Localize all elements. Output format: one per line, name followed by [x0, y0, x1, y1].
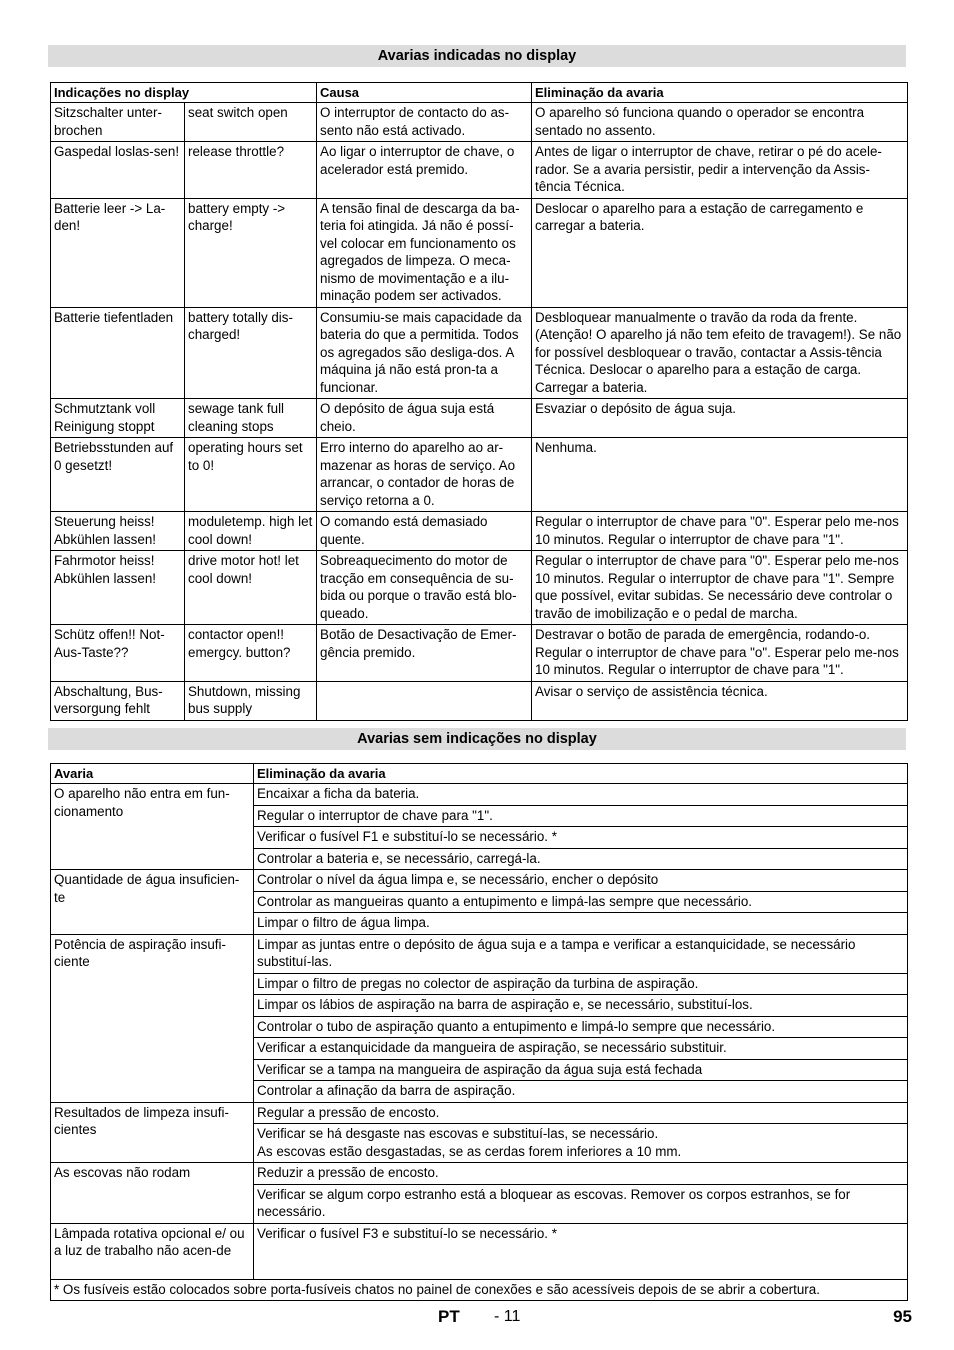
remedy-cell: Verificar se há desgaste nas escovas e substituí-las, se necessário. As escovas estão desgastadas, se as cerdas forem inferiores a 10 mm. [254, 1124, 908, 1163]
display-text-de: Steuerung heiss! Abkühlen lassen! [51, 512, 185, 551]
footnote-row [51, 1279, 908, 1301]
remedy-cell: Deslocar o aparelho para a estação de carregamento e carregar a bateria. [532, 198, 908, 307]
display-text-en: moduletemp. high let cool down! [185, 512, 317, 551]
remedy-cell: Verificar o fusível F1 e substituí-lo se necessário. * [254, 827, 908, 849]
cause-cell: O depósito de água suja está cheio. [317, 399, 532, 438]
fault-cell: Quantidade de água insuficien-te [51, 870, 254, 935]
display-text-de: Fahrmotor heiss! Abkühlen lassen! [51, 551, 185, 625]
remedy-cell: Nenhuma. [532, 438, 908, 512]
remedy-cell: Limpar o filtro de pregas no colector de aspiração da turbina de aspiração. [254, 973, 908, 995]
display-text-de: Schütz offen!! Not-Aus-Taste?? [51, 625, 185, 682]
remedy-cell: Verificar se algum corpo estranho está a bloquear as escovas. Remover os corpos estranhos, se for necessário. [254, 1184, 908, 1223]
footer-page-label: - 11 [494, 1308, 521, 1325]
remedy-cell: Antes de ligar o interruptor de chave, retirar o pé do acele-rador. Se a avaria persistir, pedir a intervenção da Assis-tência Técnica. [532, 142, 908, 199]
fault-cell: O aparelho não entra em fun-cionamento [51, 784, 254, 870]
display-text-en: drive motor hot! let cool down! [185, 551, 317, 625]
table-header-row [51, 764, 908, 784]
remedy-cell: Avisar o serviço de assistência técnica. [532, 681, 908, 720]
display-text-en: Shutdown, missing bus supply [185, 681, 317, 720]
cause-cell: Erro interno do aparelho ao ar-mazenar as horas de serviço. Ao arrancar, o contador de horas de serviço retorna a 0. [317, 438, 532, 512]
cause-cell: Ao ligar o interruptor de chave, o acelerador está premido. [317, 142, 532, 199]
cause-cell: Sobreaquecimento do motor de tracção em consequência de su-bida ou porque o travão está blo-queado. [317, 551, 532, 625]
cause-cell [317, 681, 532, 720]
table-row [51, 307, 908, 399]
remedy-cell: Verificar se a tampa na mangueira de aspiração da água suja está fechada [254, 1059, 908, 1081]
header-fault: Avaria [51, 764, 254, 784]
table-row [51, 103, 908, 142]
header-remedy: Eliminação da avaria [254, 764, 908, 784]
footnote: * Os fusíveis estão colocados sobre porta-fusíveis chatos no painel de conexões e são acessíveis depois de se abrir a cobertura. [51, 1279, 908, 1301]
display-text-en: seat switch open [185, 103, 317, 142]
display-text-en: battery empty -> charge! [185, 198, 317, 307]
table-row [51, 551, 908, 625]
fault-cell: Lâmpada rotativa opcional e/ ou a luz de trabalho não acen-de [51, 1223, 254, 1279]
remedy-cell: Regular o interruptor de chave para "1". [254, 805, 908, 827]
table-row [51, 399, 908, 438]
remedy-cell: Controlar a bateria e, se necessário, carregá-la. [254, 848, 908, 870]
table-row [51, 198, 908, 307]
cause-cell: Consumiu-se mais capacidade da bateria do que a permitida. Todos os agregados são desliga-dos. A máquina já não está pron-ta a funcionar. [317, 307, 532, 399]
remedy-cell: Verificar o fusível F3 e substituí-lo se necessário. * [254, 1223, 908, 1279]
remedy-cell: Controlar a afinação da barra de aspiração. [254, 1081, 908, 1103]
remedy-cell: Controlar o tubo de aspiração quanto a entupimento e limpá-lo sempre que necessário. [254, 1016, 908, 1038]
section-title-non-display-faults: Avarias sem indicações no display [48, 728, 906, 750]
table-row [51, 934, 908, 973]
display-text-en: contactor open!! emergcy. button? [185, 625, 317, 682]
display-text-de: Schmutztank voll Reinigung stoppt [51, 399, 185, 438]
display-text-de: Batterie leer -> La-den! [51, 198, 185, 307]
cause-cell: Botão de Desactivação de Emer-gência premido. [317, 625, 532, 682]
remedy-cell: Limpar os lábios de aspiração na barra de aspiração e, se necessário, substituí-los. [254, 995, 908, 1017]
display-faults-body [51, 103, 908, 721]
table-row [51, 625, 908, 682]
display-text-de: Gaspedal loslas-sen! [51, 142, 185, 199]
remedy-cell: Regular o interruptor de chave para "0". Esperar pelo me-nos 10 minutos. Regular o interruptor de chave para "1". Sempre que possível, evitar subidas. Se necessário deve controlar o travão de imobilização e o pedal de marcha. [532, 551, 908, 625]
remedy-cell: Limpar o filtro de água limpa. [254, 913, 908, 935]
remedy-cell: Encaixar a ficha da bateria. [254, 784, 908, 806]
remedy-cell: Verificar a estanquicidade da mangueira de aspiração, se necessário substituir. [254, 1038, 908, 1060]
footer-page-number: 95 [893, 1307, 912, 1326]
table-row [51, 1102, 908, 1124]
fault-cell: Resultados de limpeza insufi-cientes [51, 1102, 254, 1163]
section-title-display-faults: Avarias indicadas no display [48, 45, 906, 67]
display-text-en: release throttle? [185, 142, 317, 199]
header-cause: Causa [317, 83, 532, 103]
remedy-cell: O aparelho só funciona quando o operador se encontra sentado no assento. [532, 103, 908, 142]
display-text-de: Batterie tiefentladen [51, 307, 185, 399]
header-display-indications: Indicações no display [51, 83, 317, 103]
remedy-cell: Desbloquear manualmente o travão da roda da frente. (Atenção! O aparelho já não tem efeito de travagem!). Se não for possível desbloquear o travão, contactar a Assis-tência Técnica. Deslocar o aparelho para a estação de carga. Carregar a bateria. [532, 307, 908, 399]
fault-cell: As escovas não rodam [51, 1163, 254, 1224]
display-text-en: operating hours set to 0! [185, 438, 317, 512]
display-text-en: battery totally dis-charged! [185, 307, 317, 399]
display-text-de: Betriebsstunden auf 0 gesetzt! [51, 438, 185, 512]
non-display-faults-body [51, 784, 908, 1301]
remedy-cell: Reduzir a pressão de encosto. [254, 1163, 908, 1185]
remedy-cell: Regular a pressão de encosto. [254, 1102, 908, 1124]
table-row [51, 870, 908, 892]
cause-cell: O interruptor de contacto do as-sento não está activado. [317, 103, 532, 142]
non-display-faults-table [50, 763, 908, 1301]
table-row [51, 1163, 908, 1185]
remedy-cell: Esvaziar o depósito de água suja. [532, 399, 908, 438]
table-header-row [51, 83, 908, 103]
cause-cell: O comando está demasiado quente. [317, 512, 532, 551]
display-text-en: sewage tank full cleaning stops [185, 399, 317, 438]
remedy-cell: Destravar o botão de parada de emergência, rodando-o. Regular o interruptor de chave para "o". Esperar pelo me-nos 10 minutos. Regular o interruptor de chave para "1". [532, 625, 908, 682]
footer-language: PT [438, 1307, 460, 1326]
remedy-cell: Regular o interruptor de chave para "0". Esperar pelo me-nos 10 minutos. Regular o interruptor de chave para "1". [532, 512, 908, 551]
table-row [51, 512, 908, 551]
remedy-cell: Limpar as juntas entre o depósito de água suja e a tampa e verificar a estanquicidade, se necessário substituí-las. [254, 934, 908, 973]
remedy-cell: Controlar o nível da água limpa e, se necessário, encher o depósito [254, 870, 908, 892]
header-remedy: Eliminação da avaria [532, 83, 908, 103]
remedy-cell: Controlar as mangueiras quanto a entupimento e limpá-las sempre que necessário. [254, 891, 908, 913]
cause-cell: A tensão final de descarga da ba-teria foi atingida. Já não é possí-vel colocar em funcionamento os agregados de limpeza. O meca-nismo de movimentação e a ilu-minação podem ser activados. [317, 198, 532, 307]
display-text-de: Abschaltung, Bus-versorgung fehlt [51, 681, 185, 720]
table-row [51, 784, 908, 806]
fault-cell: Potência de aspiração insufi-ciente [51, 934, 254, 1102]
table-row [51, 681, 908, 720]
table-row [51, 142, 908, 199]
display-faults-table [50, 82, 908, 721]
display-text-de: Sitzschalter unter-brochen [51, 103, 185, 142]
table-row [51, 438, 908, 512]
table-row [51, 1223, 908, 1279]
